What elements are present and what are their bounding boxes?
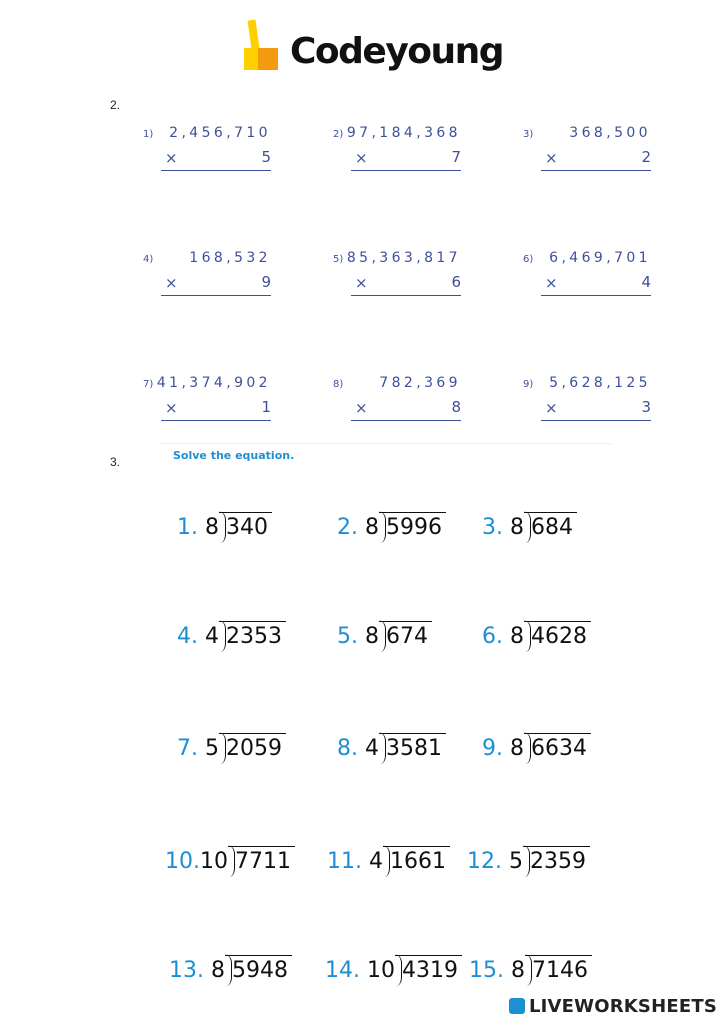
division-problem: [325, 955, 462, 995]
times-sign: ×: [545, 274, 558, 292]
divisor: 5: [509, 849, 523, 874]
dividend: 7711: [228, 846, 295, 877]
multiplier: 6: [451, 273, 461, 291]
divisor: 10: [200, 849, 228, 874]
division-problem: [327, 846, 450, 886]
division-problem: [482, 621, 591, 661]
liveworksheets-watermark[interactable]: [509, 996, 717, 1018]
divisor: 8: [211, 958, 225, 983]
answer-line: [541, 295, 651, 296]
divisor: 8: [510, 515, 524, 540]
answer-line: [541, 170, 651, 171]
divider: [160, 443, 612, 444]
dividend: 2353: [219, 621, 286, 652]
multiplicand: 5,628,125: [549, 375, 651, 391]
times-sign: ×: [165, 274, 178, 292]
divisor: 10: [367, 958, 395, 983]
problem-number: 5.: [337, 624, 358, 649]
problem-index: 9): [523, 379, 534, 390]
problem-number: 12.: [467, 849, 502, 874]
multiplicand: 6,469,701: [549, 250, 651, 266]
problem-number: 13.: [169, 958, 204, 983]
problem-index: 7): [143, 379, 154, 390]
problem-index: 1): [143, 129, 154, 140]
problem-number: 15.: [469, 958, 504, 983]
division-problem: [169, 955, 292, 995]
problem-index: 6): [523, 254, 534, 265]
answer-line: [161, 295, 271, 296]
section-3-number: 3.: [110, 455, 121, 469]
division-problem: [469, 955, 592, 995]
division-problem: [177, 512, 272, 552]
multiplier: 4: [641, 273, 651, 291]
problem-number: 6.: [482, 624, 503, 649]
multiplicand: 782,369: [379, 375, 461, 391]
dividend: 2359: [523, 846, 590, 877]
dividend: 7146: [525, 955, 592, 986]
divisor: 8: [510, 624, 524, 649]
problem-number: 9.: [482, 736, 503, 761]
answer-line: [351, 170, 461, 171]
divisor: 8: [365, 624, 379, 649]
times-sign: ×: [355, 149, 368, 167]
dividend: 6634: [524, 733, 591, 764]
multiplier: 2: [641, 148, 651, 166]
multiplication-problem: [523, 375, 663, 423]
times-sign: ×: [165, 149, 178, 167]
section-2-number: 2.: [110, 98, 121, 112]
liveworksheets-logo-icon: [509, 998, 525, 1014]
problem-number: 14.: [325, 958, 360, 983]
multiplication-problem: [143, 125, 283, 173]
problem-index: 4): [143, 254, 154, 265]
divisor: 8: [365, 515, 379, 540]
multiplier: 1: [261, 398, 271, 416]
problem-index: 8): [333, 379, 344, 390]
division-problem: [482, 733, 591, 773]
times-sign: ×: [355, 399, 368, 417]
answer-line: [351, 295, 461, 296]
problem-number: 11.: [327, 849, 362, 874]
multiplier: 9: [261, 273, 271, 291]
dividend: 674: [379, 621, 432, 652]
dividend: 4319: [395, 955, 462, 986]
problem-number: 8.: [337, 736, 358, 761]
multiplication-problem: [523, 250, 663, 298]
multiplicand: 368,500: [569, 125, 651, 141]
multiplier: 3: [641, 398, 651, 416]
times-sign: ×: [165, 399, 178, 417]
problem-number: 10.: [165, 849, 200, 874]
division-problem: [337, 621, 432, 661]
problem-index: 3): [523, 129, 534, 140]
dividend: 1661: [383, 846, 450, 877]
problem-number: 7.: [177, 736, 198, 761]
problem-number: 1.: [177, 515, 198, 540]
times-sign: ×: [545, 399, 558, 417]
multiplication-problem: [143, 250, 283, 298]
dividend: 2059: [219, 733, 286, 764]
multiplication-problem: [143, 375, 283, 423]
brand-logo: [240, 18, 504, 78]
problem-index: 2): [333, 129, 344, 140]
division-problem: [337, 733, 446, 773]
multiplication-problem: [333, 375, 473, 423]
multiplicand: 41,374,902: [156, 375, 271, 391]
divisor: 8: [205, 515, 219, 540]
multiplicand: 2,456,710: [169, 125, 271, 141]
watermark-text: LIVEWORKSHEETS: [528, 996, 717, 1017]
answer-line: [351, 420, 461, 421]
times-sign: ×: [355, 274, 368, 292]
times-sign: ×: [545, 149, 558, 167]
divisor: 4: [365, 736, 379, 761]
dividend: 340: [219, 512, 272, 543]
answer-line: [541, 420, 651, 421]
dividend: 3581: [379, 733, 446, 764]
answer-line: [161, 170, 271, 171]
division-problem: [177, 733, 286, 773]
dividend: 684: [524, 512, 577, 543]
divisor: 5: [205, 736, 219, 761]
multiplicand: 85,363,817: [346, 250, 461, 266]
dividend: 5948: [225, 955, 292, 986]
multiplication-problem: [523, 125, 663, 173]
problem-number: 4.: [177, 624, 198, 649]
brand-name: Codeyoung: [290, 31, 504, 72]
multiplication-problem: [333, 125, 473, 173]
instruction-text: Solve the equation.: [173, 449, 295, 462]
codeyoung-logo-icon: [240, 18, 284, 74]
multiplier: 7: [451, 148, 461, 166]
divisor: 4: [205, 624, 219, 649]
division-problem: [467, 846, 590, 886]
problem-number: 3.: [482, 515, 503, 540]
multiplicand: 97,184,368: [346, 125, 461, 141]
multiplier: 5: [261, 148, 271, 166]
division-problem: [337, 512, 446, 552]
divisor: 4: [369, 849, 383, 874]
answer-line: [161, 420, 271, 421]
divisor: 8: [511, 958, 525, 983]
dividend: 4628: [524, 621, 591, 652]
multiplication-problem: [333, 250, 473, 298]
multiplier: 8: [451, 398, 461, 416]
division-problem: [177, 621, 286, 661]
multiplicand: 168,532: [189, 250, 271, 266]
problem-number: 2.: [337, 515, 358, 540]
divisor: 8: [510, 736, 524, 761]
problem-index: 5): [333, 254, 344, 265]
division-problem: [165, 846, 295, 886]
dividend: 5996: [379, 512, 446, 543]
division-problem: [482, 512, 577, 552]
